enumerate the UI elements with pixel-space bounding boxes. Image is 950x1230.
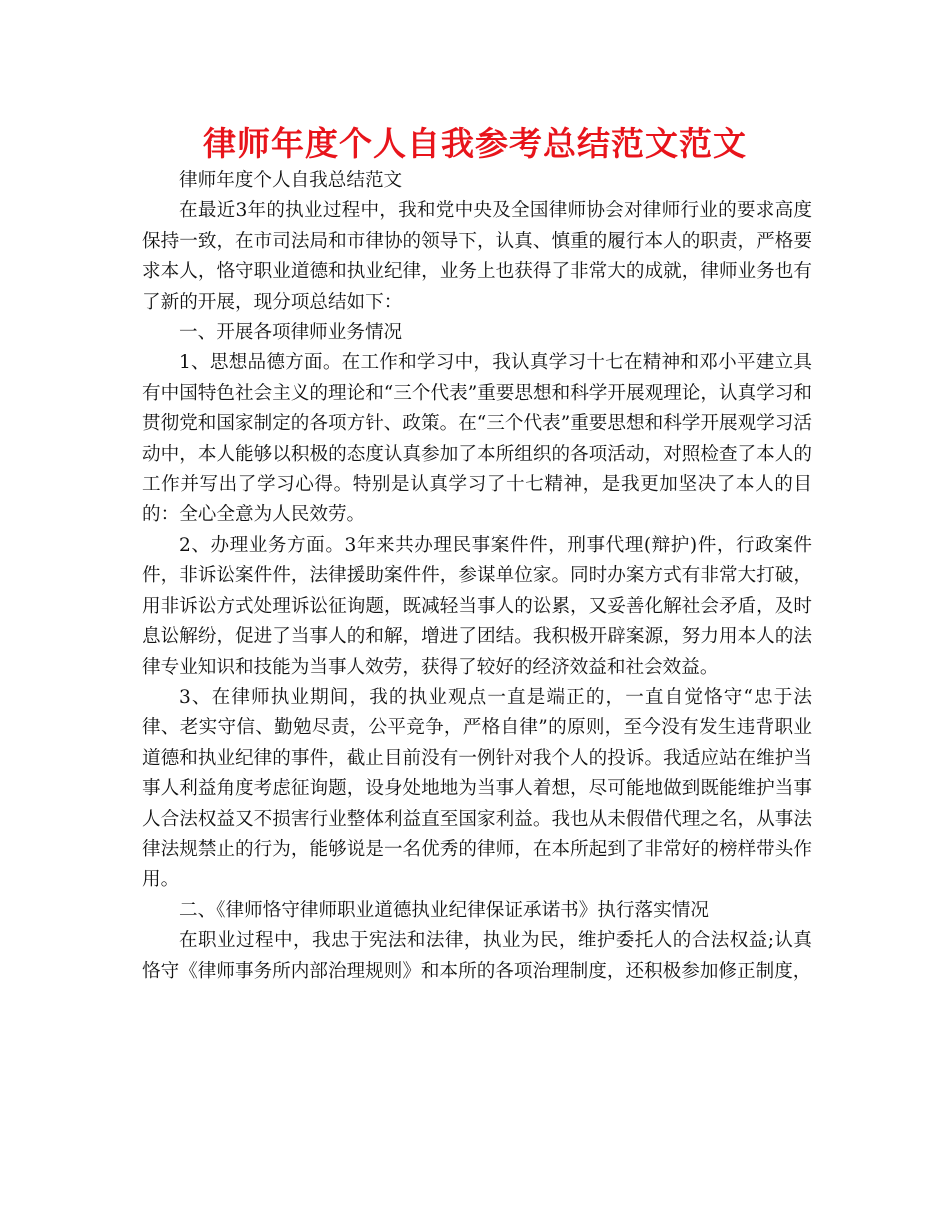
section-heading-2: 二、《律师恪守律师职业道德执业纪律保证承诺书》执行落实情况 (179, 899, 709, 921)
paragraph-subtitle: 律师年度个人自我总结范文 (179, 170, 403, 191)
paragraph-ideology: 1、思想品德方面。在工作和学习中，我认真学习十七在精神和邓小平建立具有中国特色社会主义的理论和“三个代表”重要思想和科学开展观理论，认真学习和贯彻党和国家制定的各项方针、政策。在“三个代表”重要思想和科学开展观学习活动中，本人能够以积极的态度认真参加了本所组织的各项活动，对照检查了本人的工作并写出了学习心得。特别是认真学习了十七精神，是我更加坚决了本人的目的：全心全意为人民效劳。 (142, 352, 812, 526)
document-body (142, 166, 812, 987)
paragraph-commitment: 在职业过程中，我忠于宪法和法律，执业为民，维护委托人的合法权益;认真恪守《律师事务所内部治理规则》和本所的各项治理制度，还积极参加修正制度， (142, 930, 812, 982)
paragraph-intro: 在最近3年的执业过程中，我和党中央及全国律师协会对律师行业的要求高度保持一致，在市司法局和市律协的领导下，认真、慎重的履行本人的职责，严格要求本人，恪守职业道德和执业纪律，业务上也获得了非常大的成就，律师业务也有了新的开展，现分项总结如下： (142, 200, 812, 313)
paragraph-conduct: 3、在律师执业期间，我的执业观点一直是端正的，一直自觉恪守“忠于法律、老实守信、勤勉尽责，公平竞争，严格自律”的原则，至今没有发生违背职业道德和执业纪律的事件，截止目前没有一例针对我个人的投诉。我适应站在维护当事人利益角度考虑征询题，设身处地地为当事人着想，尽可能地做到既能维护当事人合法权益又不损害行业整体利益直至国家利益。我也从未假借代理之名，从事法律法规禁止的行为，能够说是一名优秀的律师，在本所起到了非常好的榜样带头作用。 (142, 686, 812, 891)
section-heading-1: 一、开展各项律师业务情况 (179, 322, 403, 344)
paragraph-business: 2、办理业务方面。3年来共办理民事案件件，刑事代理(辩护)件，行政案件件，非诉讼案件件，法律援助案件件，参谋单位家。同时办案方式有非常大打破，用非诉讼方式处理诉讼征询题，既减轻当事人的讼累，又妥善化解社会矛盾，及时息讼解纷，促进了当事人的和解，增进了团结。我积极开辟案源，努力用本人的法律专业知识和技能为当事人效劳，获得了较好的经济效益和社会效益。 (142, 534, 812, 678)
document-title: 律师年度个人自我参考总结范文范文 (203, 124, 747, 163)
